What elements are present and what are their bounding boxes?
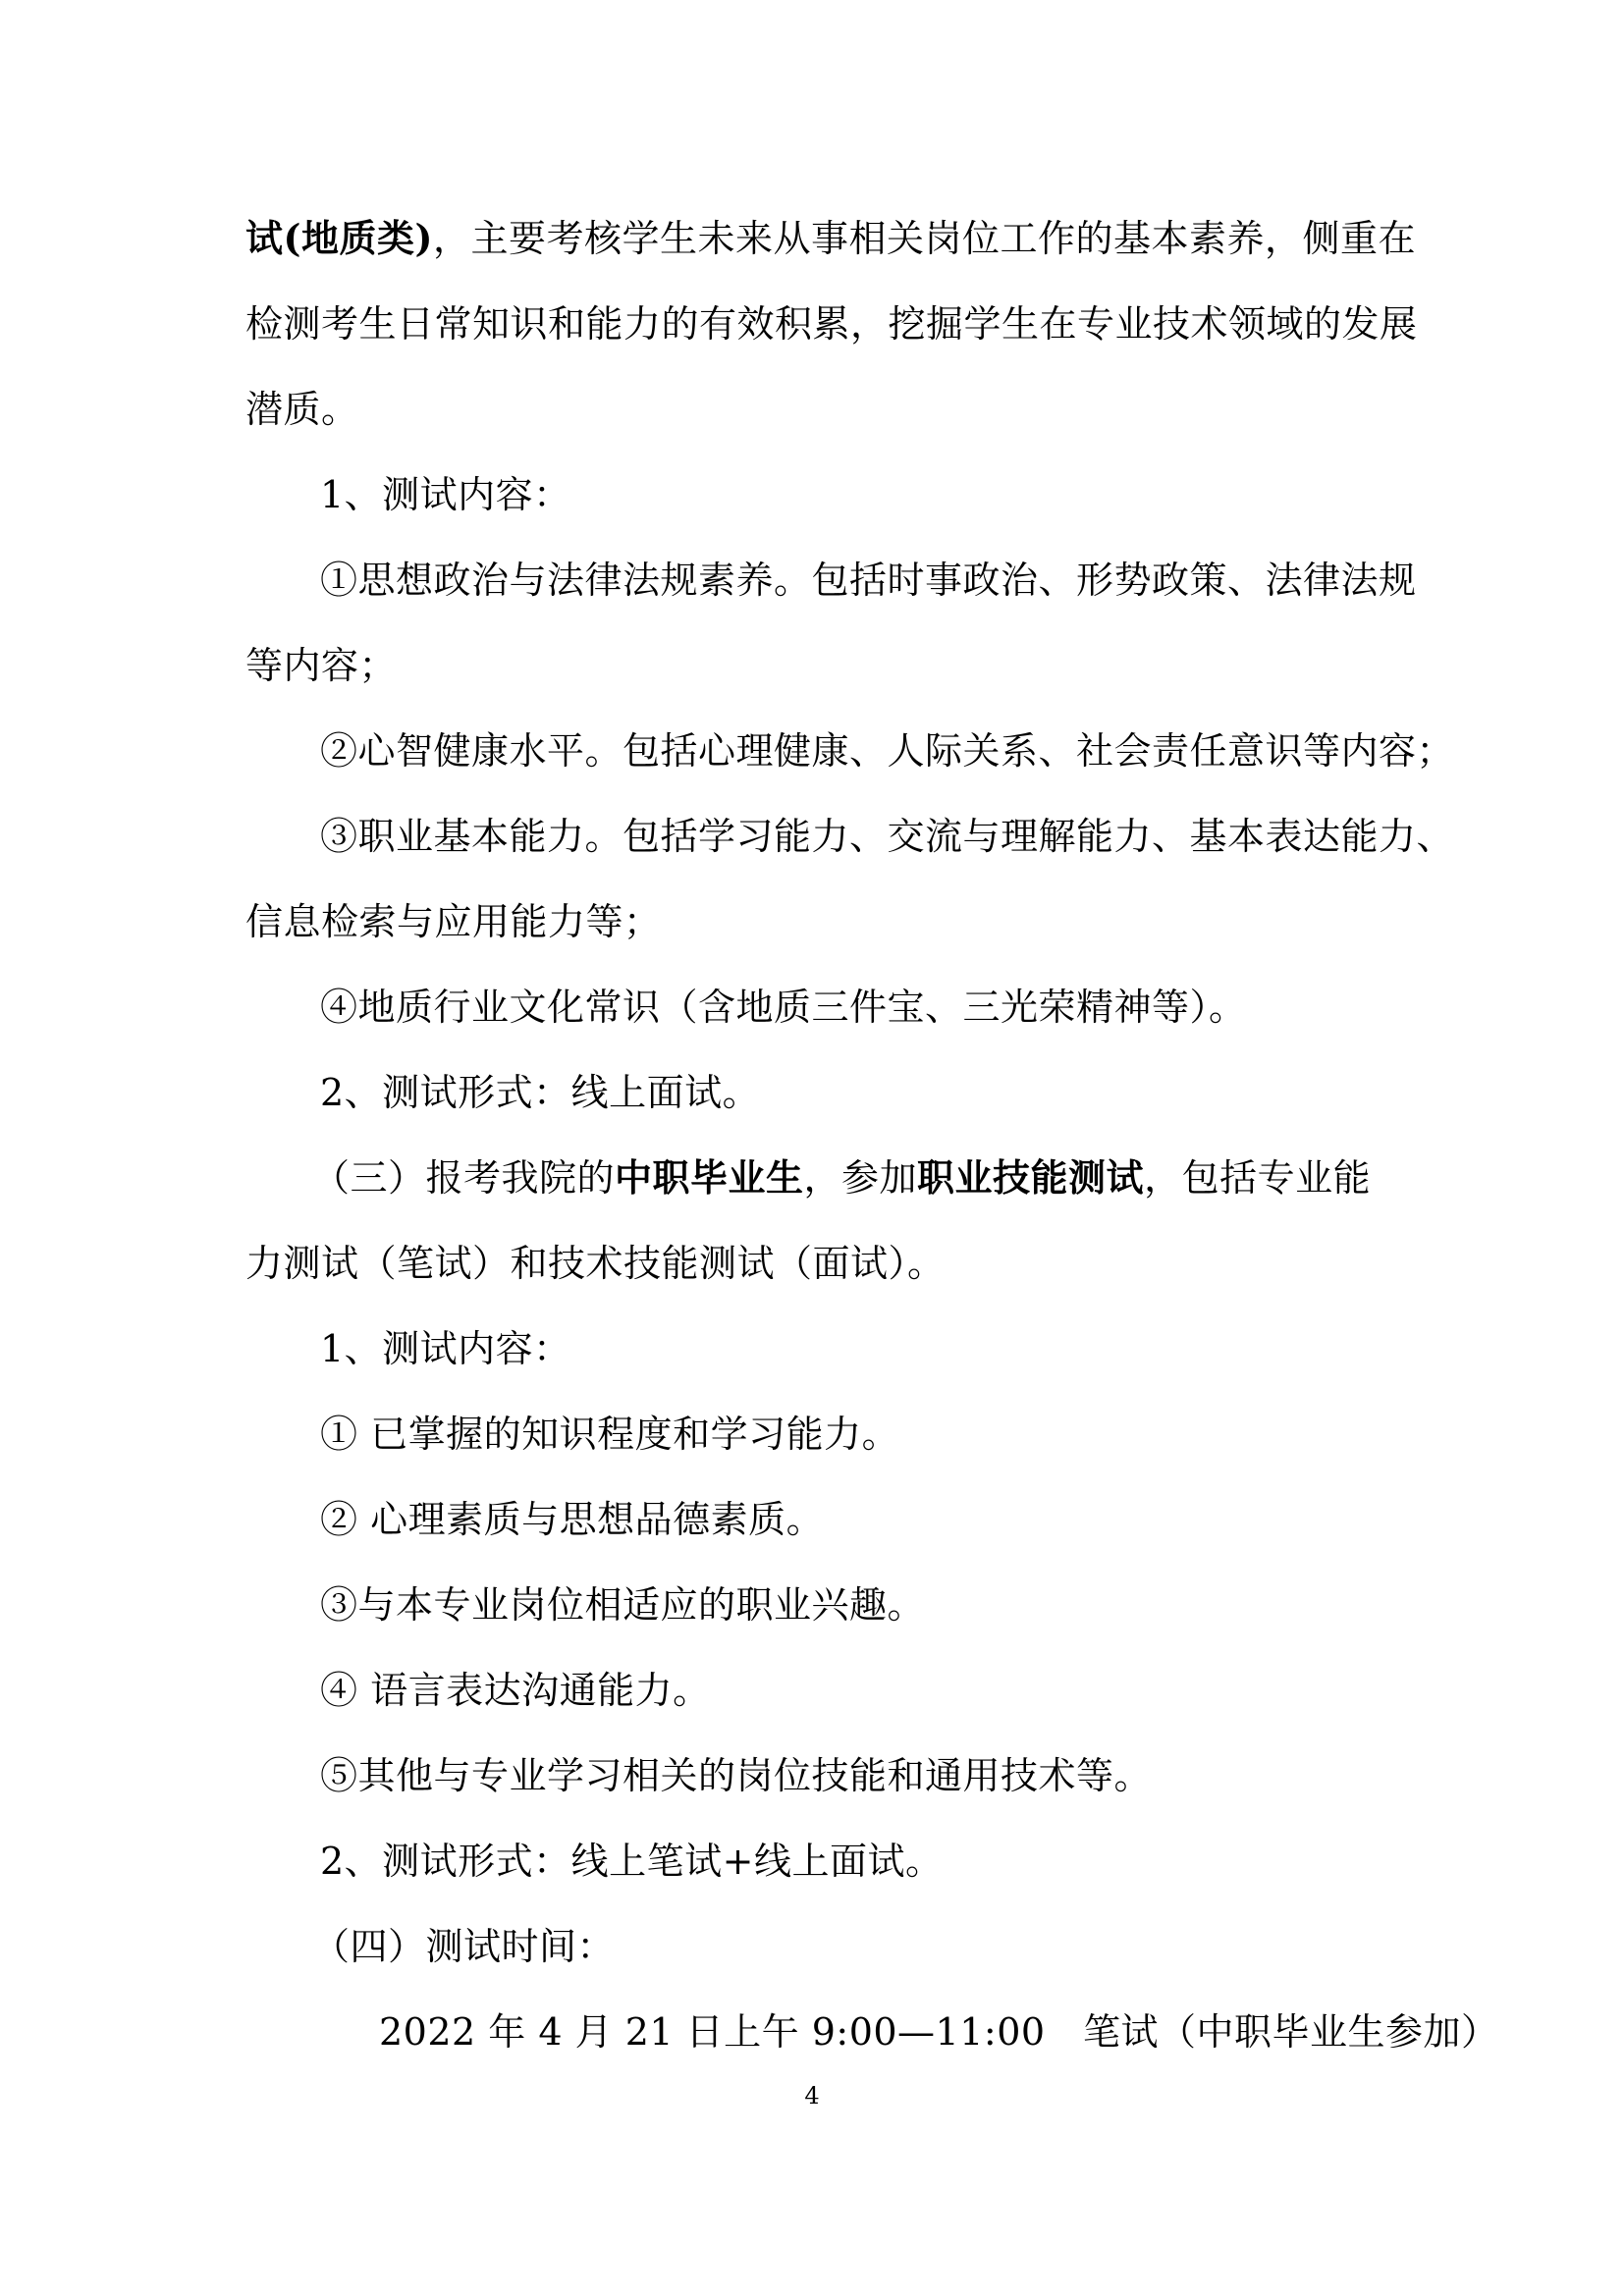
section-heading-test-form: 2、测试形式：线上面试。 <box>320 1071 761 1114</box>
page-number: 4 <box>804 2082 820 2109</box>
list-item-1: ①思想政治与法律法规素养。包括时事政治、形势政策、法律法规 <box>320 559 1417 602</box>
list-item-3-cont: 信息检索与应用能力等； <box>245 900 662 943</box>
list-item-e: ⑤其他与专业学习相关的岗位技能和通用技术等。 <box>320 1754 1153 1797</box>
bold-text-category: 试(地质类) <box>245 216 433 260</box>
list-item-d: ④ 语言表达沟通能力。 <box>320 1669 711 1712</box>
schedule-line: 2022 年 4 月 21 日上午 9:00—11:00 笔试（中职毕业生参加） <box>379 2010 1499 2054</box>
bold-text-graduates: 中职毕业生 <box>615 1155 804 1200</box>
bold-text-skill-test: 职业技能测试 <box>917 1155 1145 1200</box>
list-item-b: ② 心理素质与思想品德素质。 <box>320 1498 825 1541</box>
list-item-1-cont: 等内容； <box>245 644 398 687</box>
paragraph-line-2: 检测考生日常知识和能力的有效积累，挖掘学生在专业技术领域的发展 <box>245 302 1418 346</box>
section-heading-test-content-2: 1、测试内容： <box>320 1327 571 1370</box>
section-three-line-2: 力测试（笔试）和技术技能测试（面试）。 <box>245 1242 946 1285</box>
list-item-c: ③与本专业岗位相适应的职业兴趣。 <box>320 1583 926 1627</box>
list-item-4: ④地质行业文化常识（含地质三件宝、三光荣精神等）。 <box>320 986 1247 1029</box>
list-item-a: ① 已掌握的知识程度和学习能力。 <box>320 1413 900 1456</box>
paragraph-line-1 <box>245 214 1414 263</box>
section-heading-test-form-2: 2、测试形式：线上笔试+线上面试。 <box>320 1840 944 1883</box>
line-text: （三）报考我院的 <box>312 1156 616 1200</box>
line-text: ，主要考核学生未来从事相关岗位工作的基本素养，侧重在 <box>432 217 1416 260</box>
list-item-2: ②心智健康水平。包括心理健康、人际关系、社会责任意识等内容； <box>320 729 1455 773</box>
line-text: ，包括专业能 <box>1144 1156 1372 1200</box>
list-item-3: ③职业基本能力。包括学习能力、交流与理解能力、基本表达能力、 <box>320 815 1455 858</box>
paragraph-line-3: 潜质。 <box>245 388 359 431</box>
section-heading-test-time: （四）测试时间： <box>312 1925 616 1968</box>
section-heading-test-content: 1、测试内容： <box>320 473 571 516</box>
section-three-line-1 <box>312 1153 1481 1202</box>
line-text: ，参加 <box>803 1156 918 1200</box>
